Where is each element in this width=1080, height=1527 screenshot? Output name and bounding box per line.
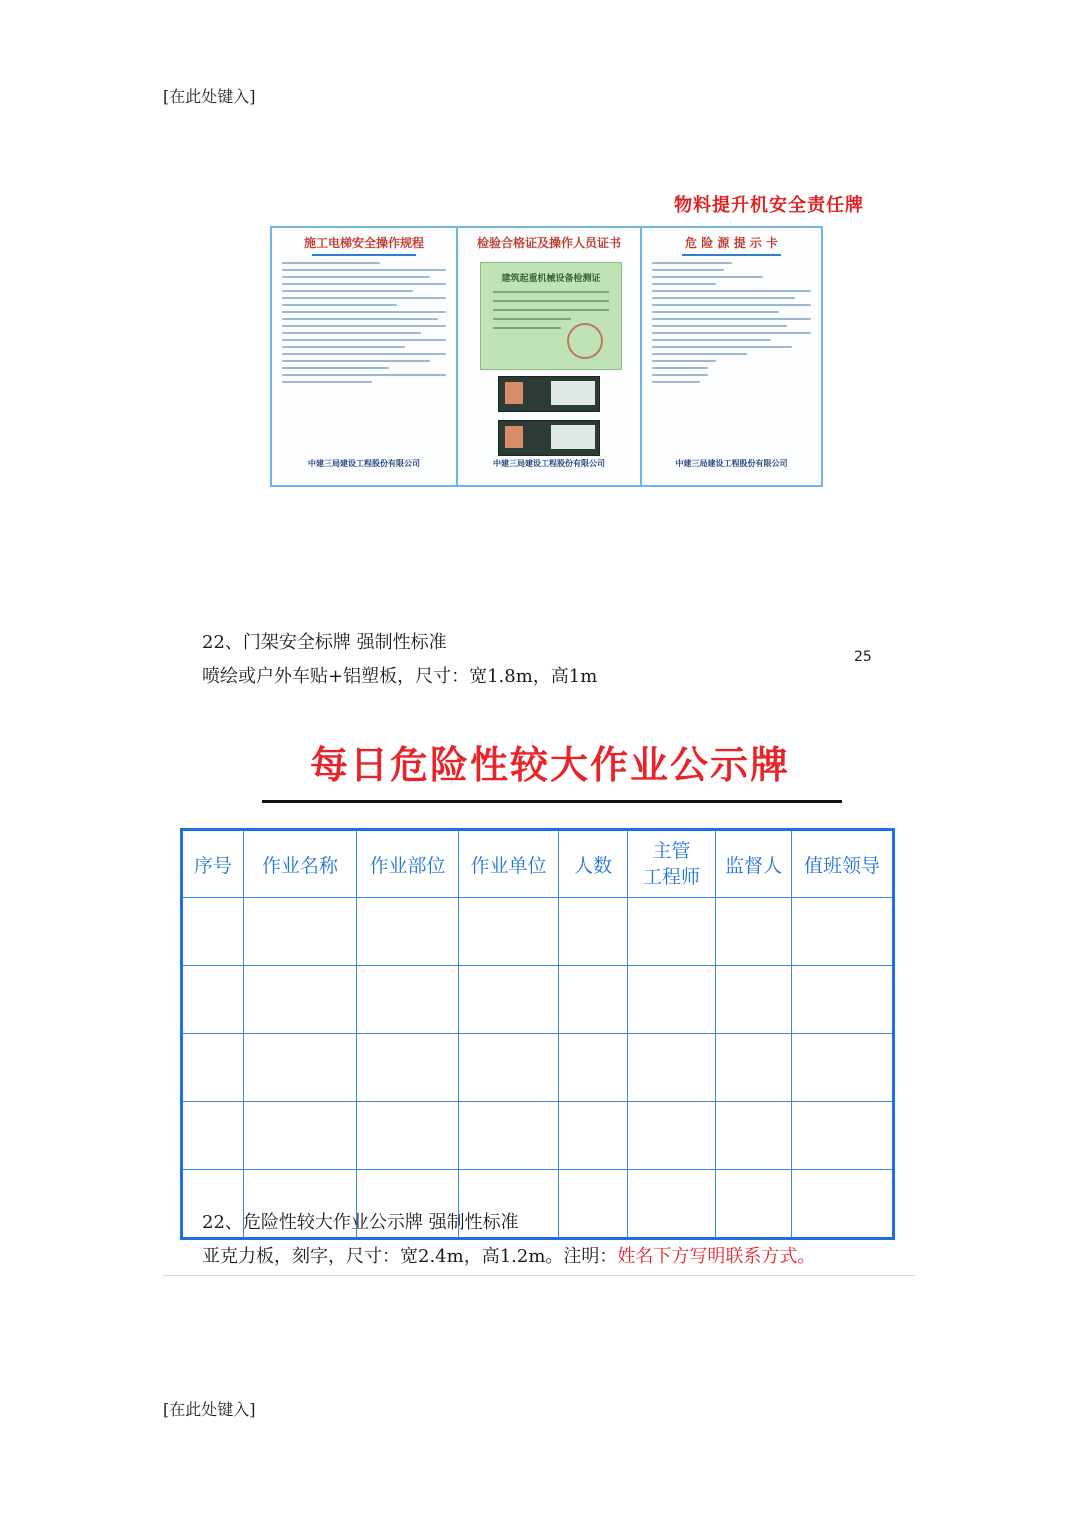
heading-rule [312, 254, 416, 256]
header-cell: 作业部位 [357, 830, 459, 898]
certificate-title: 建筑起重机械设备检测证 [501, 274, 601, 284]
table-row [182, 898, 894, 966]
spec-highlight: 姓名下方写明联系方式。 [617, 1246, 816, 1267]
table-row [182, 1102, 894, 1170]
fine-print-block [642, 262, 821, 383]
operator-id-card [498, 420, 600, 456]
table-header-row [182, 830, 894, 898]
company-footer: 中建三局建设工程股份有限公司 [493, 459, 605, 468]
photo-icon [505, 426, 523, 448]
header-line: 主管 [652, 840, 691, 862]
daily-board-table [180, 828, 895, 1240]
stamp-icon [567, 323, 603, 359]
heading-rule [682, 254, 781, 256]
daily-board-caption-spec [202, 1242, 815, 1268]
company-footer: 中建三局建设工程股份有限公司 [308, 459, 420, 468]
fine-print-block [272, 262, 456, 383]
header-cell: 人数 [559, 830, 628, 898]
inspection-certificate [480, 262, 622, 370]
gate-sign-title: 22、门架安全标牌 强制性标准 [202, 632, 447, 653]
daily-board-title: 每日危险性较大作业公示牌 [309, 743, 790, 787]
header-note: [在此处键入] [163, 87, 256, 106]
header-cell: 监督人 [716, 830, 792, 898]
signboard-image [270, 226, 823, 487]
column-heading: 检验合格证及操作人员证书 [476, 236, 621, 250]
signboard-title: 物料提升机安全责任牌 [674, 195, 864, 216]
daily-board-caption-title: 22、危险性较大作业公示牌 强制性标准 [202, 1212, 519, 1233]
signboard-column-certificates [458, 228, 642, 485]
header-cell: 序号 [182, 830, 244, 898]
column-heading: 施工电梯安全操作规程 [303, 236, 424, 250]
gate-sign-spec: 喷绘或户外车贴+铝塑板，尺寸：宽1.8m，高1m [202, 666, 598, 687]
title-underline [262, 800, 842, 803]
page-number: 25 [854, 649, 872, 665]
header-cell: 值班领导 [792, 830, 894, 898]
header-cell: 作业单位 [459, 830, 559, 898]
photo-icon [505, 382, 523, 404]
header-cell [628, 830, 716, 898]
signboard-column-rules [272, 228, 458, 485]
table-row [182, 966, 894, 1034]
column-heading: 危 险 源 提 示 卡 [685, 236, 778, 250]
section-divider [163, 1275, 915, 1276]
company-footer: 中建三局建设工程股份有限公司 [675, 459, 788, 468]
signboard-column-hazard-card [642, 228, 821, 485]
footer-note: [在此处键入] [163, 1400, 256, 1419]
header-cell: 作业名称 [244, 830, 357, 898]
table-row [182, 1034, 894, 1102]
header-line: 工程师 [642, 866, 700, 888]
spec-text: 亚克力板，刻字，尺寸：宽2.4m，高1.2m。注明： [202, 1246, 618, 1267]
operator-id-card [498, 376, 600, 412]
